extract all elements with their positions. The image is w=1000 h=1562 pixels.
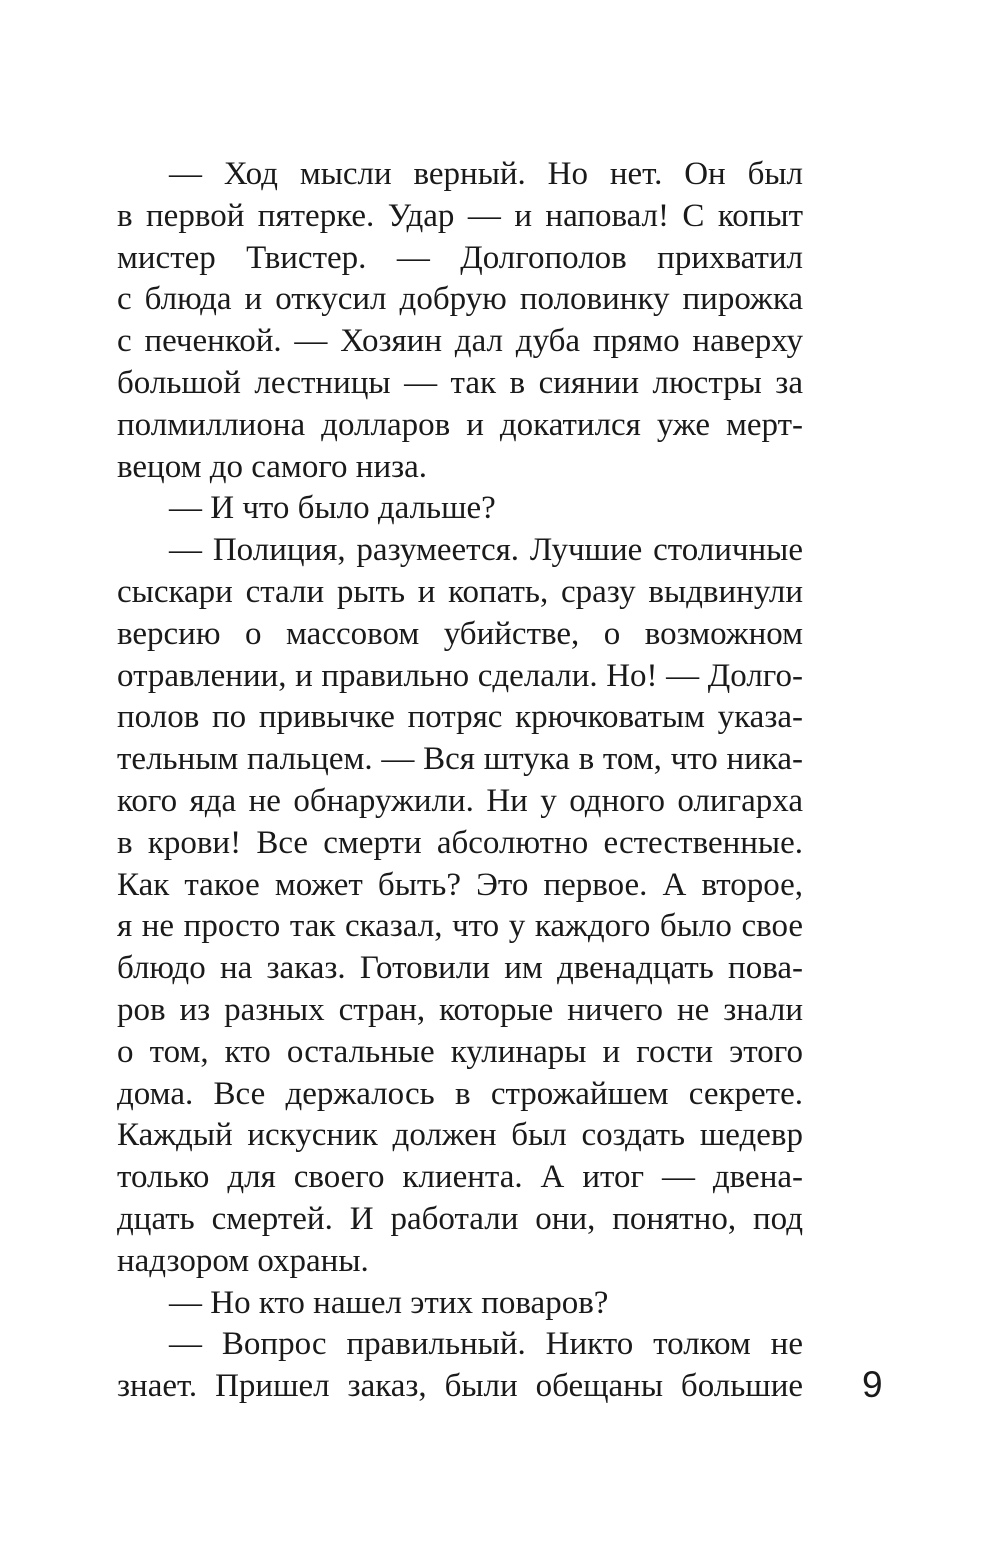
- text-line: сыскари стали рыть и копать, сразу выдвинули: [117, 573, 803, 610]
- text-line: Как такое может быть? Это первое. А второе,: [117, 866, 803, 903]
- text-line: надзором охраны.: [117, 1242, 369, 1279]
- text-line: дцать смертей. И работали они, понятно, под: [117, 1200, 803, 1237]
- text-line: с печенкой. — Хозяин дал дуба прямо наверху: [117, 323, 803, 360]
- text-line: — Ход мысли верный. Но нет. Он был: [169, 156, 803, 192]
- text-line: в первой пятерке. Удар — и наповал! С копыт: [117, 197, 803, 234]
- text-line: блюдо на заказ. Готовили им двенадцать пова-: [117, 950, 803, 987]
- text-line: дома. Все держалось в строжайшем секрете.: [117, 1075, 803, 1112]
- text-line: знает. Пришел заказ, были обещаны большие: [117, 1368, 803, 1405]
- text-line: я не просто так сказал, что у каждого было свое: [117, 908, 803, 945]
- text-line: — Полиция, разумеется. Лучшие столичные: [169, 532, 803, 569]
- text-line: — Но кто нашел этих поваров?: [169, 1284, 609, 1321]
- text-line: версию о массовом убийстве, о возможном: [117, 615, 803, 652]
- text-line: — И что было дальше?: [169, 490, 496, 527]
- text-line: в крови! Все смерти абсолютно естественные.: [117, 824, 803, 861]
- text-line: с блюда и откусил добрую половинку пирожка: [117, 281, 803, 318]
- text-line: Каждый искусник должен был создать шедевр: [117, 1117, 803, 1154]
- text-line: полов по привычке потряс крючковатым указа-: [117, 699, 803, 736]
- text-line: вецом до самого низа.: [117, 448, 428, 485]
- body-text: [117, 154, 803, 1408]
- page-number: 9: [862, 1364, 883, 1405]
- text-line: ров из разных стран, которые ничего не знали: [117, 991, 803, 1028]
- text-line: мистер Твистер. — Долгополов прихватил: [117, 239, 803, 276]
- text-line: кого яда не обнаружили. Ни у одного олигарха: [117, 782, 803, 819]
- text-line: о том, кто остальные кулинары и гости этого: [117, 1033, 803, 1070]
- text-line: отравлении, и правильно сделали. Но! — Долго-: [117, 657, 803, 694]
- text-line: большой лестницы — так в сиянии люстры за: [117, 364, 803, 401]
- text-line: тельным пальцем. — Вся штука в том, что ника-: [117, 741, 803, 778]
- text-line: — Вопрос правильный. Никто толком не: [169, 1326, 803, 1363]
- text-line: полмиллиона долларов и докатился уже мерт-: [117, 406, 803, 443]
- text-line: только для своего клиента. А итог — двена-: [117, 1159, 803, 1196]
